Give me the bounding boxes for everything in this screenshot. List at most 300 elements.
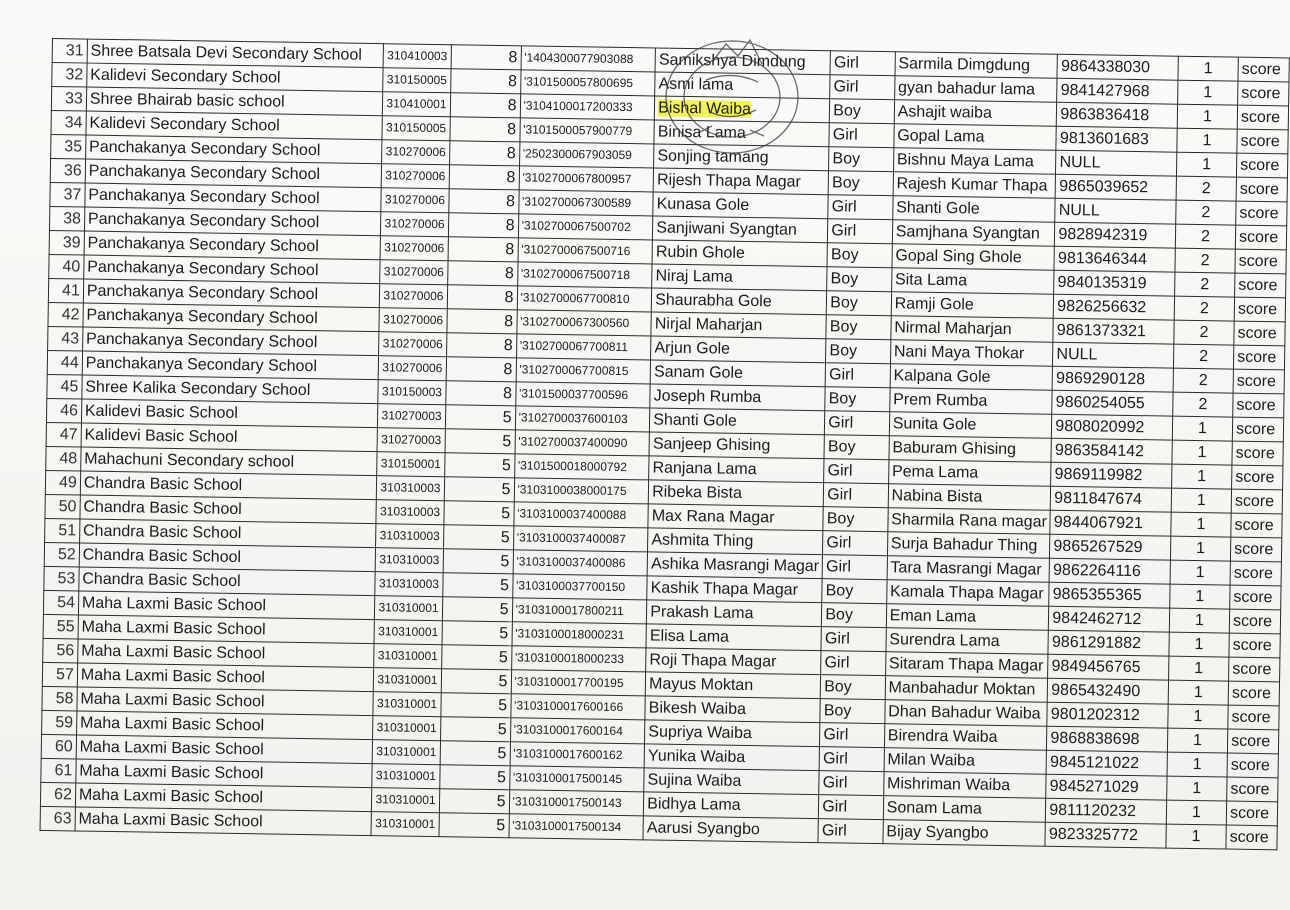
serial-cell: 58 (42, 686, 77, 711)
serial-cell: 41 (48, 278, 83, 303)
school-name-cell: Maha Laxmi Basic School (76, 759, 373, 788)
grade-cell: 8 (449, 117, 519, 142)
count-cell: 2 (1173, 368, 1234, 393)
school-code-cell: 310270006 (379, 332, 446, 357)
student-name-cell: Bidhya Lama (644, 792, 819, 819)
school-code-cell: 310270006 (380, 260, 447, 285)
school-name-cell: Chandra Basic School (79, 519, 376, 548)
parent-name-cell: Sitaram Thapa Magar (885, 652, 1048, 679)
score-cell: score (1231, 489, 1282, 514)
phone-cell: 9865039652 (1055, 174, 1176, 200)
phone-cell: 9801202312 (1047, 702, 1168, 728)
school-name-cell: Panchakanya Secondary School (85, 183, 382, 212)
score-cell: score (1227, 753, 1278, 778)
student-name-cell: Sonjing tamang (654, 144, 829, 171)
serial-cell: 36 (50, 158, 85, 183)
gender-cell: Boy (828, 171, 893, 196)
school-code-cell: 310310003 (376, 548, 443, 573)
count-cell: 1 (1177, 80, 1238, 105)
gender-cell: Girl (828, 195, 893, 220)
phone-cell: 9869290128 (1052, 366, 1173, 392)
score-cell: score (1235, 273, 1286, 298)
count-cell: 1 (1167, 776, 1228, 801)
student-name-cell: Mayus Moktan (645, 672, 820, 699)
school-name-cell: Shree Kalika Secondary School (82, 375, 379, 404)
school-code-cell: 310410001 (383, 92, 450, 117)
school-code-cell: 310310001 (374, 620, 441, 645)
gender-cell: Boy (829, 147, 894, 172)
phone-cell: 9861291882 (1048, 630, 1169, 656)
emis-id-cell: '3102700067500718 (517, 262, 652, 288)
school-name-cell: Maha Laxmi Basic School (78, 591, 375, 620)
student-name-cell (654, 96, 829, 123)
score-cell: score (1237, 153, 1288, 178)
serial-cell: 35 (51, 134, 86, 159)
student-name-cell: Rubin Ghole (652, 240, 827, 267)
emis-id-cell: '3102700067700815 (516, 358, 651, 384)
school-name-cell: Maha Laxmi Basic School (76, 735, 373, 764)
school-code-cell: 310310001 (372, 764, 439, 789)
serial-cell: 49 (45, 470, 80, 495)
emis-id-cell: '3102700067700811 (516, 334, 651, 360)
grade-cell: 5 (440, 717, 510, 742)
school-name-cell: Kalidevi Basic School (81, 423, 378, 452)
serial-cell: 62 (40, 782, 75, 807)
serial-cell: 63 (40, 806, 75, 831)
student-name-cell: Kunasa Gole (653, 192, 828, 219)
count-cell: 1 (1171, 464, 1232, 489)
count-cell: 1 (1178, 56, 1239, 81)
serial-cell: 40 (49, 254, 84, 279)
grade-cell: 5 (444, 477, 514, 502)
emis-id-cell: '3103100018000231 (512, 622, 647, 648)
parent-name-cell: Ashajit waiba (894, 100, 1057, 127)
emis-id-cell: '3103100017800211 (512, 598, 647, 624)
school-code-cell: 310310001 (374, 668, 441, 693)
phone-cell: 9813601683 (1056, 126, 1177, 152)
serial-cell: 56 (43, 638, 78, 663)
school-name-cell: Panchakanya Secondary School (85, 135, 382, 164)
gender-cell: Boy (823, 507, 888, 532)
school-name-cell: Panchakanya Secondary School (82, 351, 379, 380)
student-name-cell: Sanjiwani Syangtan (653, 216, 828, 243)
grade-cell: 8 (450, 69, 520, 94)
phone-cell: 9811120232 (1046, 798, 1167, 824)
student-name-cell: Ashmita Thing (648, 528, 823, 555)
gender-cell: Girl (821, 651, 886, 676)
gender-cell: Girl (830, 51, 895, 76)
school-code-cell: 310310001 (374, 644, 441, 669)
grade-cell: 5 (442, 597, 512, 622)
serial-cell: 47 (46, 422, 81, 447)
serial-cell: 34 (51, 110, 86, 135)
score-cell: score (1235, 249, 1286, 274)
gender-cell: Girl (825, 411, 890, 436)
parent-name-cell: Surja Bahadur Thing (887, 532, 1050, 559)
score-cell: score (1229, 609, 1280, 634)
count-cell: 1 (1169, 632, 1230, 657)
student-name-cell: Rijesh Thapa Magar (653, 168, 828, 195)
score-cell: score (1228, 681, 1279, 706)
count-cell: 1 (1166, 800, 1227, 825)
phone-cell: 9865267529 (1050, 534, 1171, 560)
emis-id-cell: '3103100017600164 (510, 718, 645, 744)
student-name-cell: Ranjana Lama (649, 456, 824, 483)
serial-cell: 37 (50, 182, 85, 207)
student-name-cell: Elisa Lama (646, 624, 821, 651)
parent-name-cell: Shanti Gole (892, 196, 1055, 223)
phone-cell: 9841427968 (1057, 78, 1178, 104)
emis-id-cell: '3102700067800957 (519, 166, 654, 192)
score-cell: score (1238, 81, 1289, 106)
parent-name-cell: Nirmal Maharjan (891, 316, 1054, 343)
school-code-cell: 310270006 (381, 188, 448, 213)
count-cell: 1 (1166, 824, 1227, 849)
school-code-cell: 310150005 (383, 68, 450, 93)
gender-cell: Girl (819, 771, 884, 796)
school-name-cell: Chandra Basic School (80, 471, 377, 500)
parent-name-cell: Kalpana Gole (890, 364, 1053, 391)
highlighted-student-name: Bishal Waiba (658, 99, 752, 118)
gender-cell: Girl (828, 219, 893, 244)
count-cell: 1 (1177, 128, 1238, 153)
parent-name-cell: Ramji Gole (891, 292, 1054, 319)
student-name-cell: Asmi lama (655, 72, 830, 99)
grade-cell: 8 (449, 165, 519, 190)
gender-cell: Boy (825, 387, 890, 412)
grade-cell: 8 (451, 45, 521, 70)
student-name-cell: Shaurabha Gole (651, 288, 826, 315)
gender-cell: Girl (821, 627, 886, 652)
phone-cell: NULL (1056, 150, 1177, 176)
student-table (40, 38, 1290, 850)
phone-cell: 9865355365 (1049, 582, 1170, 608)
school-name-cell: Chandra Basic School (80, 495, 377, 524)
student-name-cell: Binisa Lama (654, 120, 829, 147)
score-cell: score (1232, 465, 1283, 490)
count-cell: 2 (1174, 320, 1235, 345)
school-name-cell: Panchakanya Secondary School (85, 159, 382, 188)
serial-cell: 33 (51, 87, 86, 112)
phone-cell: NULL (1055, 198, 1176, 224)
student-name-cell: Yunika Waiba (644, 744, 819, 771)
serial-cell: 45 (47, 374, 82, 399)
parent-name-cell: Prem Rumba (889, 388, 1052, 415)
emis-id-cell: '3102700067500702 (518, 214, 653, 240)
serial-cell: 54 (43, 590, 78, 615)
student-name-cell: Bikesh Waiba (645, 696, 820, 723)
parent-name-cell: Pema Lama (888, 460, 1051, 487)
school-name-cell: Panchakanya Secondary School (84, 255, 381, 284)
parent-name-cell: Eman Lama (886, 604, 1049, 631)
grade-cell: 5 (443, 549, 513, 574)
parent-name-cell: Nabina Bista (888, 484, 1051, 511)
school-code-cell: 310310003 (376, 500, 443, 525)
parent-name-cell: Sonam Lama (883, 796, 1046, 823)
grade-cell: 5 (440, 741, 510, 766)
grade-cell: 5 (445, 429, 515, 454)
school-code-cell: 310150005 (382, 116, 449, 141)
phone-cell: 9869119982 (1051, 462, 1172, 488)
score-cell: score (1238, 57, 1289, 82)
count-cell: 2 (1173, 392, 1234, 417)
score-cell: score (1231, 513, 1282, 538)
serial-cell: 44 (47, 350, 82, 375)
emis-id-cell: '3101500037700596 (515, 382, 650, 408)
score-cell: score (1229, 657, 1280, 682)
serial-cell: 46 (46, 398, 81, 423)
emis-id-cell: '3103100037400087 (513, 526, 648, 552)
score-cell: score (1232, 441, 1283, 466)
parent-name-cell: Mishriman Waiba (883, 772, 1046, 799)
emis-id-cell: '3103100017700195 (511, 670, 646, 696)
serial-cell: 57 (42, 662, 77, 687)
count-cell: 2 (1174, 272, 1235, 297)
serial-cell: 59 (42, 710, 77, 735)
phone-cell: 9863584142 (1051, 438, 1172, 464)
school-name-cell: Panchakanya Secondary School (84, 231, 381, 260)
serial-cell: 60 (41, 734, 76, 759)
grade-cell: 8 (449, 141, 519, 166)
count-cell: 2 (1174, 296, 1235, 321)
emis-id-cell: '3104100017200333 (520, 94, 655, 120)
grade-cell: 5 (443, 501, 513, 526)
gender-cell: Girl (819, 795, 884, 820)
gender-cell: Girl (819, 747, 884, 772)
school-name-cell: Mahachuni Secondary school (81, 447, 378, 476)
parent-name-cell: Milan Waiba (884, 748, 1047, 775)
phone-cell: 9813646344 (1054, 246, 1175, 272)
count-cell: 1 (1167, 728, 1228, 753)
gender-cell: Girl (820, 723, 885, 748)
count-cell: 1 (1168, 656, 1229, 681)
grade-cell: 5 (441, 645, 511, 670)
student-table-body (40, 39, 1289, 850)
count-cell: 1 (1168, 704, 1229, 729)
student-name-cell: Niraj Lama (652, 264, 827, 291)
school-code-cell: 310270006 (382, 164, 449, 189)
phone-cell: 9828942319 (1055, 222, 1176, 248)
student-name-cell: Prakash Lama (647, 600, 822, 627)
phone-cell: 9808020992 (1052, 414, 1173, 440)
school-code-cell: 310310003 (375, 572, 442, 597)
parent-name-cell: gyan bahadur lama (894, 76, 1057, 103)
score-cell: score (1230, 585, 1281, 610)
parent-name-cell: Birendra Waiba (884, 724, 1047, 751)
serial-cell: 39 (49, 230, 84, 255)
serial-cell: 55 (43, 614, 78, 639)
student-name-cell: Nirjal Maharjan (651, 312, 826, 339)
count-cell: 1 (1176, 152, 1237, 177)
school-code-cell: 310310001 (373, 716, 440, 741)
emis-id-cell: '3103100037400088 (513, 502, 648, 528)
count-cell: 1 (1167, 752, 1228, 777)
grade-cell: 5 (442, 621, 512, 646)
parent-name-cell: Sharmila Rana magar (888, 508, 1051, 535)
emis-id-cell: '2502300067903059 (519, 142, 654, 168)
grade-cell: 5 (443, 525, 513, 550)
phone-cell: 9865432490 (1048, 678, 1169, 704)
count-cell: 1 (1169, 608, 1230, 633)
score-cell: score (1234, 321, 1285, 346)
emis-id-cell: '3101500057800695 (520, 70, 655, 96)
emis-id-cell: '3103100017600162 (510, 742, 645, 768)
emis-id-cell: '3102700037400090 (515, 430, 650, 456)
student-table-wrap (40, 38, 1290, 850)
gender-cell: Boy (826, 315, 891, 340)
score-cell: score (1226, 801, 1277, 826)
grade-cell: 5 (440, 693, 510, 718)
serial-cell: 32 (52, 63, 87, 88)
serial-cell: 50 (45, 494, 80, 519)
school-name-cell: Maha Laxmi Basic School (78, 615, 375, 644)
school-code-cell: 310310001 (372, 788, 439, 813)
score-cell: score (1233, 345, 1284, 370)
phone-cell: 9845271029 (1046, 774, 1167, 800)
emis-id-cell: '3103100017600166 (510, 694, 645, 720)
school-name-cell: Kalidevi Secondary School (87, 63, 384, 92)
gender-cell: Boy (827, 243, 892, 268)
school-name-cell: Shree Batsala Devi Secondary School (87, 39, 384, 68)
score-cell: score (1235, 225, 1286, 250)
parent-name-cell: Rajesh Kumar Thapa (893, 172, 1056, 199)
gender-cell: Boy (827, 267, 892, 292)
gender-cell: Boy (820, 675, 885, 700)
student-name-cell: Roji Thapa Magar (646, 648, 821, 675)
grade-cell: 5 (445, 405, 515, 430)
school-code-cell: 310410003 (384, 44, 451, 69)
school-code-cell: 310310001 (373, 692, 440, 717)
emis-id-cell: '3102700067300560 (516, 310, 651, 336)
school-code-cell: 310270006 (381, 236, 448, 261)
grade-cell: 5 (441, 669, 511, 694)
parent-name-cell: Bijay Syangbo (883, 820, 1046, 847)
school-name-cell: Panchakanya Secondary School (83, 303, 380, 332)
grade-cell: 8 (448, 189, 518, 214)
phone-cell: 9864338030 (1057, 54, 1178, 80)
emis-id-cell: '3101500057900779 (519, 118, 654, 144)
school-code-cell: 310150003 (378, 380, 445, 405)
parent-name-cell: Sarmila Dimgdung (895, 52, 1058, 79)
emis-id-cell: '3102700067700810 (517, 286, 652, 312)
serial-cell: 51 (45, 518, 80, 543)
gender-cell: Girl (818, 819, 883, 844)
gender-cell: Boy (827, 291, 892, 316)
school-code-cell: 310310003 (376, 524, 443, 549)
school-name-cell: Maha Laxmi Basic School (75, 807, 372, 836)
student-name-cell: Arjun Gole (651, 336, 826, 363)
school-code-cell: 310270006 (381, 212, 448, 237)
serial-cell: 43 (48, 326, 83, 351)
grade-cell: 5 (439, 789, 509, 814)
serial-cell: 42 (48, 302, 83, 327)
school-code-cell: 310270006 (380, 284, 447, 309)
school-name-cell: Kalidevi Basic School (81, 399, 378, 428)
phone-cell: 9844067921 (1050, 510, 1171, 536)
serial-cell: 31 (52, 39, 87, 64)
school-name-cell: Maha Laxmi Basic School (77, 687, 374, 716)
emis-id-cell: '3102700067500716 (518, 238, 653, 264)
parent-name-cell: Tara Masrangi Magar (887, 556, 1050, 583)
gender-cell: Girl (822, 555, 887, 580)
phone-cell: 9811847674 (1051, 486, 1172, 512)
gender-cell: Boy (822, 579, 887, 604)
parent-name-cell: Baburam Ghising (889, 436, 1052, 463)
parent-name-cell: Samjhana Syangtan (892, 220, 1055, 247)
serial-cell: 38 (49, 206, 84, 231)
score-cell: score (1236, 201, 1287, 226)
student-name-cell: Sanam Gole (650, 360, 825, 387)
phone-cell: 9863836418 (1057, 102, 1178, 128)
score-cell: score (1230, 561, 1281, 586)
parent-name-cell: Manbahadur Moktan (885, 676, 1048, 703)
score-cell: score (1237, 129, 1288, 154)
count-cell: 1 (1177, 104, 1238, 129)
serial-cell: 53 (44, 566, 79, 591)
score-cell: score (1236, 177, 1287, 202)
school-name-cell: Panchakanya Secondary School (83, 279, 380, 308)
school-code-cell: 310270003 (378, 404, 445, 429)
parent-name-cell: Surendra Lama (886, 628, 1049, 655)
school-code-cell: 310150001 (377, 452, 444, 477)
gender-cell: Girl (824, 483, 889, 508)
grade-cell: 5 (442, 573, 512, 598)
gender-cell: Boy (830, 99, 895, 124)
phone-cell: NULL (1053, 342, 1174, 368)
student-name-cell: Joseph Rumba (650, 384, 825, 411)
school-name-cell: Shree Bhairab basic school (86, 87, 383, 116)
grade-cell: 8 (448, 213, 518, 238)
emis-id-cell: '3102700037600103 (515, 406, 650, 432)
phone-cell: 9823325772 (1045, 822, 1166, 848)
student-name-cell: Kashik Thapa Magar (647, 576, 822, 603)
count-cell: 1 (1170, 536, 1231, 561)
phone-cell: 9840135319 (1054, 270, 1175, 296)
gender-cell: Girl (830, 75, 895, 100)
score-cell: score (1226, 825, 1277, 850)
phone-cell: 9861373321 (1053, 318, 1174, 344)
student-name-cell: Sanjeep Ghising (649, 432, 824, 459)
count-cell: 2 (1173, 344, 1234, 369)
count-cell: 2 (1176, 200, 1237, 225)
serial-cell: 61 (41, 758, 76, 783)
parent-name-cell: Sunita Gole (889, 412, 1052, 439)
emis-id-cell: '3103100017500143 (509, 790, 644, 816)
phone-cell: 9868838698 (1047, 726, 1168, 752)
grade-cell: 8 (447, 285, 517, 310)
score-cell: score (1229, 633, 1280, 658)
grade-cell: 8 (450, 93, 520, 118)
parent-name-cell: Dhan Bahadur Waiba (885, 700, 1048, 727)
grade-cell: 5 (444, 453, 514, 478)
count-cell: 2 (1176, 176, 1237, 201)
grade-cell: 8 (446, 333, 516, 358)
gender-cell: Girl (825, 363, 890, 388)
gender-cell: Boy (824, 435, 889, 460)
count-cell: 1 (1171, 488, 1232, 513)
school-code-cell: 310270006 (379, 308, 446, 333)
school-name-cell: Panchakanya Secondary School (84, 207, 381, 236)
school-code-cell: 310310001 (373, 740, 440, 765)
school-code-cell: 310310003 (377, 476, 444, 501)
student-name-cell: Ashika Masrangi Magar (647, 552, 822, 579)
parent-name-cell: Sita Lama (891, 268, 1054, 295)
parent-name-cell: Bishnu Maya Lama (893, 148, 1056, 175)
count-cell: 1 (1168, 680, 1229, 705)
score-cell: score (1234, 297, 1285, 322)
score-cell: score (1232, 417, 1283, 442)
gender-cell: Boy (822, 603, 887, 628)
